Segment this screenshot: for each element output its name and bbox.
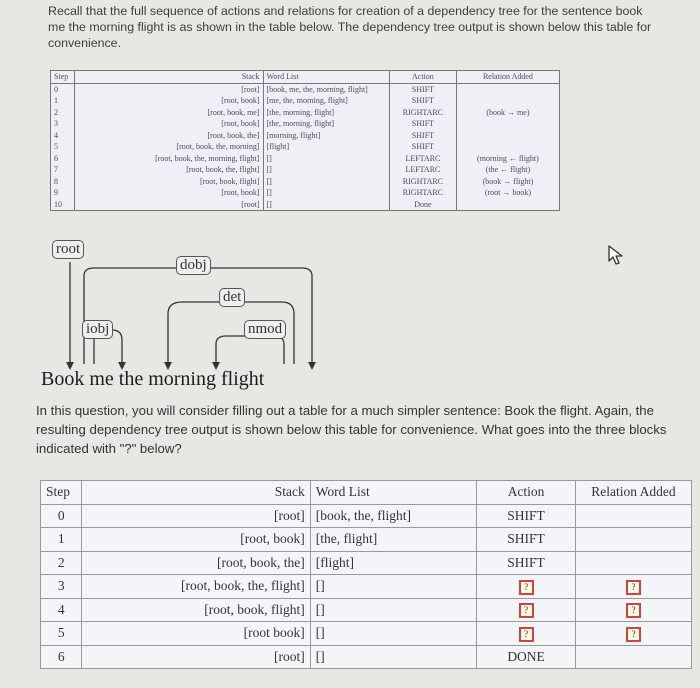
cell-relation [456, 199, 559, 211]
cell-step: 4 [41, 598, 82, 622]
cell-relation-placeholder[interactable]: ? [626, 580, 641, 595]
cell-action[interactable] [477, 575, 576, 599]
cell-relation: (book → flight) [482, 176, 534, 186]
cell-stack: [root, book, me] [75, 107, 263, 119]
cell-action-placeholder[interactable]: ? [519, 627, 534, 642]
cell-step: 6 [51, 153, 75, 165]
cell-word-list: [] [310, 622, 476, 646]
cell-action: RIGHTARC [389, 176, 456, 188]
cell-action: SHIFT [389, 130, 456, 142]
cell-stack: [root] [82, 645, 310, 669]
dobj-arc [84, 268, 312, 364]
cell-relation [456, 130, 559, 142]
cell-stack: [root, book, the, flight] [75, 164, 263, 176]
exercise-table-body [41, 504, 692, 669]
cell-word-list: [] [263, 153, 389, 165]
table-row [51, 164, 560, 176]
cell-word-list: [book, me, the, morning, flight] [263, 83, 389, 95]
cell-stack: [root, book, flight] [82, 598, 310, 622]
cell-stack: [root, book] [75, 187, 263, 199]
table-row [51, 83, 560, 95]
cell-relation [456, 95, 559, 107]
table-row [51, 130, 560, 142]
cell-relation [575, 645, 691, 669]
cell-step: 2 [41, 551, 82, 575]
cell-word-list: [] [310, 598, 476, 622]
table-row [41, 528, 692, 552]
header-step: Step [51, 71, 75, 84]
cell-step: 5 [51, 141, 75, 153]
header-relation: Relation Added [456, 71, 559, 84]
cell-relation [456, 83, 559, 95]
cell-relation: (root → book) [484, 188, 532, 197]
header-action: Action [477, 481, 576, 505]
header-relation: Relation Added [575, 481, 691, 505]
table-row [51, 107, 560, 119]
table-row [51, 118, 560, 130]
cell-word-list: [the, flight] [310, 528, 476, 552]
cell-step: 7 [51, 164, 75, 176]
tree-sentence: Book me the morning flight [41, 368, 265, 390]
label-det: det [219, 288, 245, 307]
cell-step: 10 [51, 199, 75, 211]
cell-action: SHIFT [389, 83, 456, 95]
cell-relation [575, 504, 691, 528]
label-dobj: dobj [176, 256, 211, 275]
cell-step: 8 [51, 176, 75, 188]
cell-relation[interactable] [575, 575, 691, 599]
header-word-list: Word List [310, 481, 476, 505]
header-action: Action [389, 71, 456, 84]
table-row [41, 598, 692, 622]
header-stack: Stack [75, 71, 263, 84]
label-iobj: iobj [82, 320, 113, 339]
cell-action: SHIFT [389, 118, 456, 130]
table-row [51, 153, 560, 165]
cell-word-list: [] [263, 199, 389, 211]
cell-relation-placeholder[interactable]: ? [626, 603, 641, 618]
table-row [41, 551, 692, 575]
cell-word-list: [] [263, 176, 389, 188]
cell-word-list: [] [263, 164, 389, 176]
table-row [41, 504, 692, 528]
cell-action[interactable] [477, 622, 576, 646]
table-row [41, 645, 692, 669]
intro-paragraph: Recall that the full sequence of actions and relations for creation of a dependency tree for the sentence book me the morning flight is as shown in the table below. The dependency tree output is shown below this table for convenience. [48, 4, 652, 50]
cell-word-list: [] [310, 645, 476, 669]
reference-transition-table [50, 70, 560, 211]
table-row [51, 176, 560, 188]
header-word-list: Word List [263, 71, 389, 84]
cell-word-list: [me, the, morning, flight] [263, 95, 389, 107]
cell-step: 5 [41, 622, 82, 646]
cell-step: 4 [51, 130, 75, 142]
cell-stack: [root, book, the] [82, 551, 310, 575]
cell-relation[interactable] [575, 598, 691, 622]
cell-relation [456, 141, 559, 153]
cell-step: 1 [51, 95, 75, 107]
cell-stack: [root, book, the] [75, 130, 263, 142]
cell-stack: [root, book, the, morning, flight] [75, 153, 263, 165]
cell-action: SHIFT [477, 504, 576, 528]
cell-action: SHIFT [389, 95, 456, 107]
cell-stack: [root] [75, 199, 263, 211]
cell-stack: [root, book, flight] [75, 176, 263, 188]
cell-stack: [root, book] [82, 528, 310, 552]
cell-relation: (morning ← flight) [477, 153, 539, 163]
cell-step: 2 [51, 107, 75, 119]
table-row [51, 187, 560, 199]
cell-word-list: [] [310, 575, 476, 599]
cell-stack: [root book] [82, 622, 310, 646]
cell-stack: [root, book, the, flight] [82, 575, 310, 599]
header-step: Step [41, 481, 82, 505]
cell-word-list: [the, morning, flight] [263, 107, 389, 119]
table-header-row [51, 71, 560, 84]
cell-action: SHIFT [477, 551, 576, 575]
cell-stack: [root, book, the, morning] [75, 141, 263, 153]
cell-action: LEFTARC [389, 164, 456, 176]
table-row [51, 199, 560, 211]
reference-table-body [51, 83, 560, 211]
cell-word-list: [] [263, 187, 389, 199]
mouse-cursor-icon [607, 244, 625, 266]
cell-relation: (book → me) [486, 107, 530, 117]
table-row [41, 575, 692, 599]
cell-word-list: [the, morning, flight] [263, 118, 389, 130]
cell-relation[interactable] [575, 622, 691, 646]
cell-action: RIGHTARC [389, 107, 456, 119]
cell-stack: [root, book] [75, 118, 263, 130]
cell-step: 3 [41, 575, 82, 599]
cell-step: 3 [51, 118, 75, 130]
nmod-arc [216, 336, 284, 364]
cell-action: LEFTARC [389, 153, 456, 165]
cell-step: 0 [41, 504, 82, 528]
cell-word-list: [morning, flight] [263, 130, 389, 142]
cell-action-placeholder[interactable]: ? [519, 580, 534, 595]
table-row [51, 141, 560, 153]
cell-action-placeholder[interactable]: ? [519, 603, 534, 618]
question-paragraph: In this question, you will consider filling out a table for a much simpler sentence: Book the flight. Again, the resulting dependency tree output is shown below this table for convenience. What goes into the three blocks indicated with "?" below? [36, 403, 667, 456]
cell-relation: (the ← flight) [485, 165, 531, 174]
cell-relation [456, 118, 559, 130]
cell-relation-placeholder[interactable]: ? [626, 627, 641, 642]
exercise-transition-table [40, 480, 692, 669]
dobj-arrowhead [308, 362, 316, 370]
label-root: root [52, 240, 84, 259]
table-header-row [41, 481, 692, 505]
cell-action: SHIFT [477, 528, 576, 552]
table-row [51, 95, 560, 107]
cell-word-list: [book, the, flight] [310, 504, 476, 528]
cell-action[interactable] [477, 598, 576, 622]
cell-action: SHIFT [389, 141, 456, 153]
cell-word-list: [flight] [310, 551, 476, 575]
table-row [41, 622, 692, 646]
cell-stack: [root, book] [75, 95, 263, 107]
cell-word-list: [flight] [263, 141, 389, 153]
label-nmod: nmod [244, 320, 286, 339]
cell-relation [575, 551, 691, 575]
cell-action: Done [389, 199, 456, 211]
cell-step: 9 [51, 187, 75, 199]
cell-step: 0 [51, 83, 75, 95]
cell-action: DONE [477, 645, 576, 669]
cell-relation [575, 528, 691, 552]
cell-step: 1 [41, 528, 82, 552]
cell-step: 6 [41, 645, 82, 669]
cell-stack: [root] [75, 83, 263, 95]
header-stack: Stack [82, 481, 310, 505]
cell-stack: [root] [82, 504, 310, 528]
cell-action: RIGHTARC [389, 187, 456, 199]
